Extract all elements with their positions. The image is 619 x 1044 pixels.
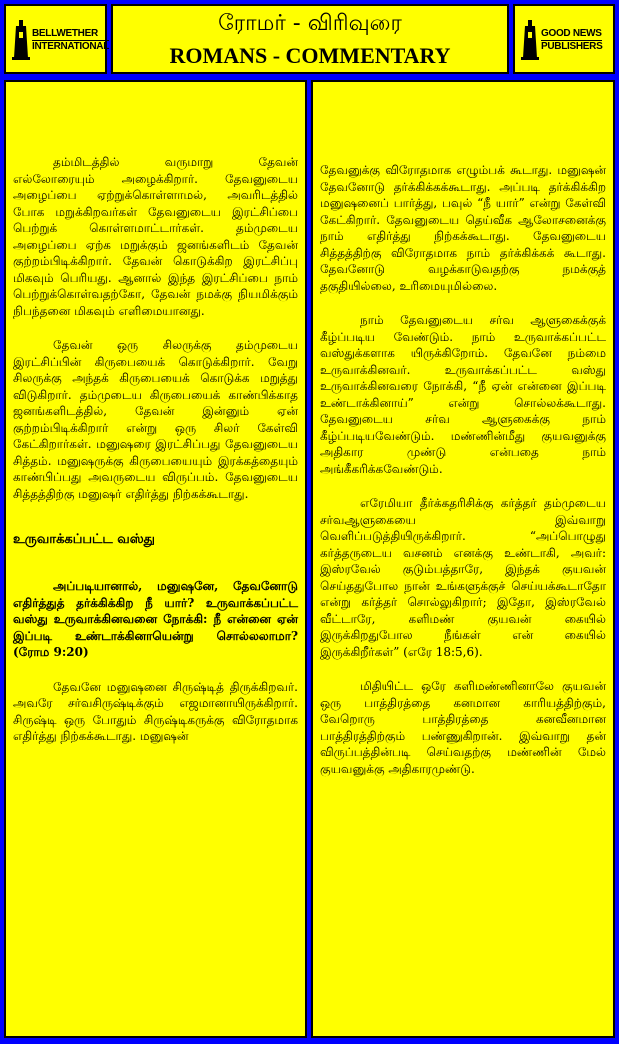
paragraph: தம்மிடத்தில் வருமாறு தேவன் எல்லோரையும் அழைக்கிறார். தேவனுடைய அழைப்பை ஏற்றுக்கொள்ளாமல், அவரிடத்தில் போக மறுக்கிறவர்கள் தேவனுடைய இரட்சிப்பை பெற்றுக் கொள்ளமாட்டார்கள். தம்முடைய அழைப்பை ஏற்க மறுக்கும் ஜனங்களிடம் தேவன் குற்றம்பிடிக்கிறார். தேவன் கொடுக்கிற இரட்சிப்பு மிகவும் பெரியது. ஆனால் இந்த இரட்சிப்பை நாம் பெற்றுக்கொள்வதற்கோ, தேவன் நமக்கு நியமிக்கும் நிபந்தனை மிகவும் எளிமையானது. xyxy=(13,155,298,318)
title-box xyxy=(111,4,509,74)
logo-line-2: PUBLISHERS xyxy=(541,40,603,52)
english-title: ROMANS - COMMENTARY xyxy=(169,43,451,68)
paragraph: தேவனுக்கு விரோதமாக எழும்பக் கூடாது. மனுஷன் தேவனோடு தர்க்கிக்கக்கூடாது. அப்படி தர்க்கிக்கிற மனுஷனைப் பார்த்து, பவுல் “நீ யார்” என்று கேள்வி கேட்கிறார். தேவனுடைய தெய்வீக ஆலோசனைக்கு நாம் எதிர்த்து நிற்கக்கூடாது. தேவனுடைய சித்தத்திற்கு விரோதமாக நாம் தர்க்கிக்கக் கூடாது. தேவனோடு வழக்காடுவதற்கு நமக்குத் தகுதியில்லை, உரிமையுமில்லை. xyxy=(320,163,606,293)
tower-icon xyxy=(521,20,539,60)
logo-line-2: INTERNATIONAL xyxy=(32,40,110,52)
paragraph: தேவனே மனுஷனை சிருஷ்டித் திருக்கிறவர். அவரே சர்வசிருஷ்டிக்கும் எஜமானாயிருக்கிறார். சிருஷ்டி ஒரு போதும் சிருஷ்டிகருக்கு விரோதமாக எதிர்த்து நிற்கக்கூடாது. மனுஷன் xyxy=(13,679,298,743)
left-column xyxy=(4,80,307,1038)
paragraph: தேவன் ஒரு சிலருக்கு தம்முடைய இரட்சிப்பின் கிருபையைக் கொடுக்கிறார். வேறு சிலருக்கு அந்தக் கிருபையைக் கொடுக்க மறுத்து விடுகிறார். தம்முடைய கிருபையைக் காண்பிக்காத ஜனங்களிடத்தில், தேவன் இன்னும் ஏன் குற்றம்பிடிக்கிறார் என்று ஒரு சிலர் கேள்வி கேட்கிறார்கள். மனுஷரை இரட்சிப்பது தேவனுடைய சித்தம். மனுஷருக்கு கிருபையையும் இரக்கத்தையும் காண்பிப்பது அவருடைய விருப்பம். தேவனுடைய சித்தத்திற்கு மனுஷர் எதிர்த்து நிற்கக்கூடாது. xyxy=(13,338,298,501)
verse-quote: அப்படியானால், மனுஷனே, தேவனோடு எதிர்த்துத் தர்க்கிக்கிற நீ யார்? உருவாக்கப்பட்ட வஸ்து உருவாக்கினவனை நோக்கி: நீ என்னை ஏன் இப்படி உண்டாக்கினாயென்று சொல்லலாமா? (ரோம 9:20) xyxy=(13,579,298,659)
section-heading: உருவாக்கப்பட்ட வஸ்து xyxy=(13,532,155,547)
paragraph: எரேமியா தீர்க்கதரிசிக்கு கர்த்தர் தம்முடைய சர்வஆளுகையை இவ்வாறு வெளிப்படுத்தியிருக்கிறார். “அப்பொழுது கர்த்தருடைய வசனம் எனக்கு உண்டாகி, அவர்: இஸ்ரவேல் குடும்பத்தாரே, இந்தக் குயவன் செய்ததுபோல நான் உங்களுக்குச் செய்யக்கூடாதோ என்று கர்த்தர் சொல்லுகிறார்; இதோ, இஸ்ரவேல் வீட்டாரே, களிமண் குயவன் கையில் இருக்கிறதுபோல நீங்கள் என் கையில் இருக்கிறீர்கள்” (எரே 18:5,6). xyxy=(320,496,606,659)
paragraph: மிதியிட்ட ஒரே களிமண்ணினாலே குயவன் ஒரு பாத்திரத்தை கனமான காரியத்திற்கும், வேறொரு பாத்திரத்தை கனவீனமான பாத்திரத்திற்கும் பண்ணுகிறான். இவ்வாறு தன் விருப்பத்தின்படி செய்வதற்கு மண்ணின் மேல் குயவனுக்கு அதிகாரமுண்டு. xyxy=(320,679,606,776)
bellwether-logo xyxy=(4,4,110,74)
logo-line-1: GOOD NEWS xyxy=(541,27,602,39)
logo-line-1: BELLWETHER xyxy=(32,27,98,39)
bell-tower-icon xyxy=(12,20,30,60)
good-news-logo xyxy=(513,4,615,74)
tamil-title: ரோமர் - விரிவுரை xyxy=(218,11,402,36)
right-column xyxy=(311,80,615,1038)
paragraph: நாம் தேவனுடைய சர்வ ஆளுகைக்குக் கீழ்ப்படிய வேண்டும். நாம் உருவாக்கப்பட்ட வஸ்துக்களாக யிருக்கிறோம். தேவனே நம்மை உருவாக்கினவர். உருவாக்கப்பட்ட வஸ்து உருவாக்கினவரை நோக்கி, “நீ ஏன் என்னை இப்படி உண்டாக்கினாய்” என்று சொல்லக்கூடாது. தேவனுடைய சர்வ ஆளுகைக்கு நாம் கீழ்ப்படியவேண்டும். மண்ணின்மீது குயவனுக்கு அதிகார முண்டு என்பதை நாம் அங்கீகரிக்கவேண்டும். xyxy=(320,313,606,476)
